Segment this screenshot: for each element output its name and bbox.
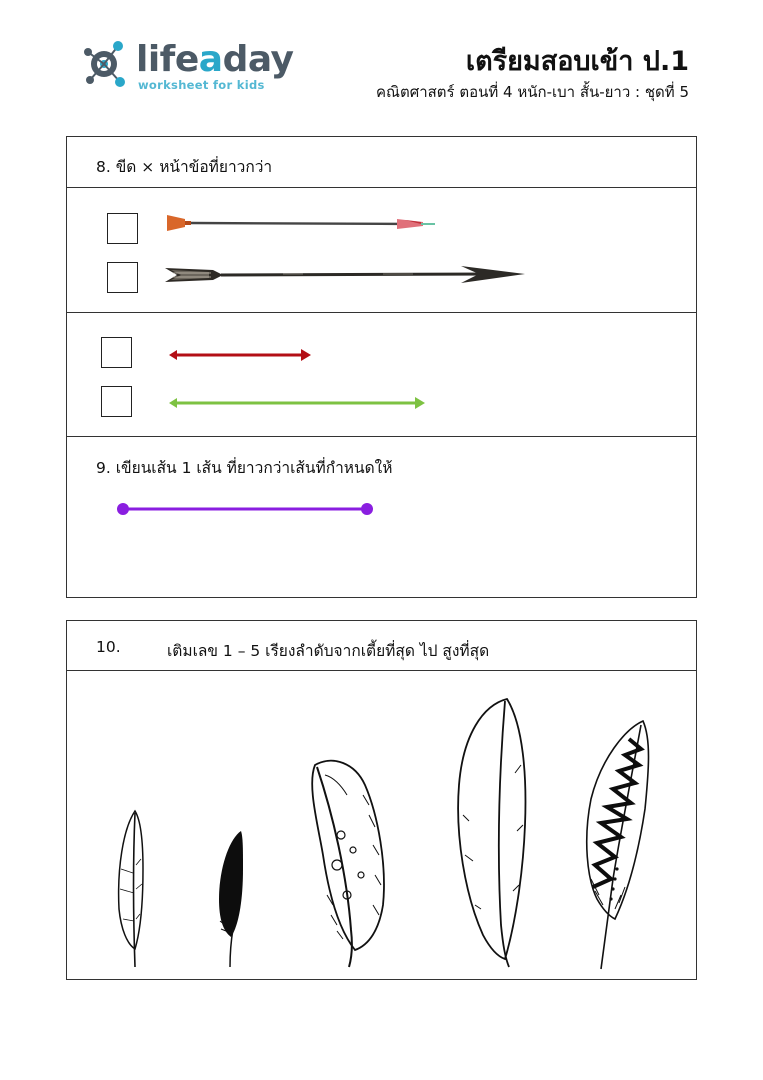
logo xyxy=(80,38,294,98)
divider xyxy=(67,187,696,188)
feather-tall-outline-icon[interactable] xyxy=(453,695,533,970)
question-8-instruction: 8. ขีด × หน้าข้อที่ยาวกว่า xyxy=(96,158,273,176)
logo-wordmark: lifeaday xyxy=(136,39,294,80)
divider xyxy=(67,670,696,671)
feather-black-icon[interactable] xyxy=(211,829,251,969)
logo-molecule-icon xyxy=(80,38,132,90)
divider xyxy=(67,312,696,313)
feather-tribal-icon[interactable] xyxy=(581,719,657,971)
question-8-9-box xyxy=(66,136,697,598)
page-title: เตรียมสอบเข้า ป.1 xyxy=(465,46,689,77)
feather-patterned-icon[interactable] xyxy=(303,755,393,970)
answer-checkbox-arrow-short[interactable] xyxy=(107,213,138,244)
question-9-instruction: 9. เขียนเส้น 1 เส้น ที่ยาวกว่าเส้นที่กำหนดให้ xyxy=(96,459,393,477)
given-purple-line xyxy=(115,499,381,519)
question-10-instruction: เติมเลข 1 – 5 เรียงลำดับจากเตี้ยที่สุด ไป สูงที่สุด xyxy=(167,642,490,660)
question-10-box xyxy=(66,620,697,980)
logo-tagline: worksheet for kids xyxy=(138,78,265,92)
arrow-short-icon xyxy=(165,211,445,235)
line-short-red xyxy=(167,345,317,365)
answer-checkbox-line-short[interactable] xyxy=(101,337,132,368)
answer-checkbox-arrow-long[interactable] xyxy=(107,262,138,293)
answer-checkbox-line-long[interactable] xyxy=(101,386,132,417)
page-subtitle: คณิตศาสตร์ ตอนที่ 4 หนัก-เบา สั้น-ยาว : ชุดที่ 5 xyxy=(376,83,689,101)
drawing-area[interactable] xyxy=(87,529,677,589)
line-long-green xyxy=(167,393,432,413)
arrow-long-icon xyxy=(163,262,528,288)
question-10-number: 10. xyxy=(96,638,121,656)
divider xyxy=(67,436,696,437)
feather-outline-small-icon[interactable] xyxy=(113,809,153,969)
